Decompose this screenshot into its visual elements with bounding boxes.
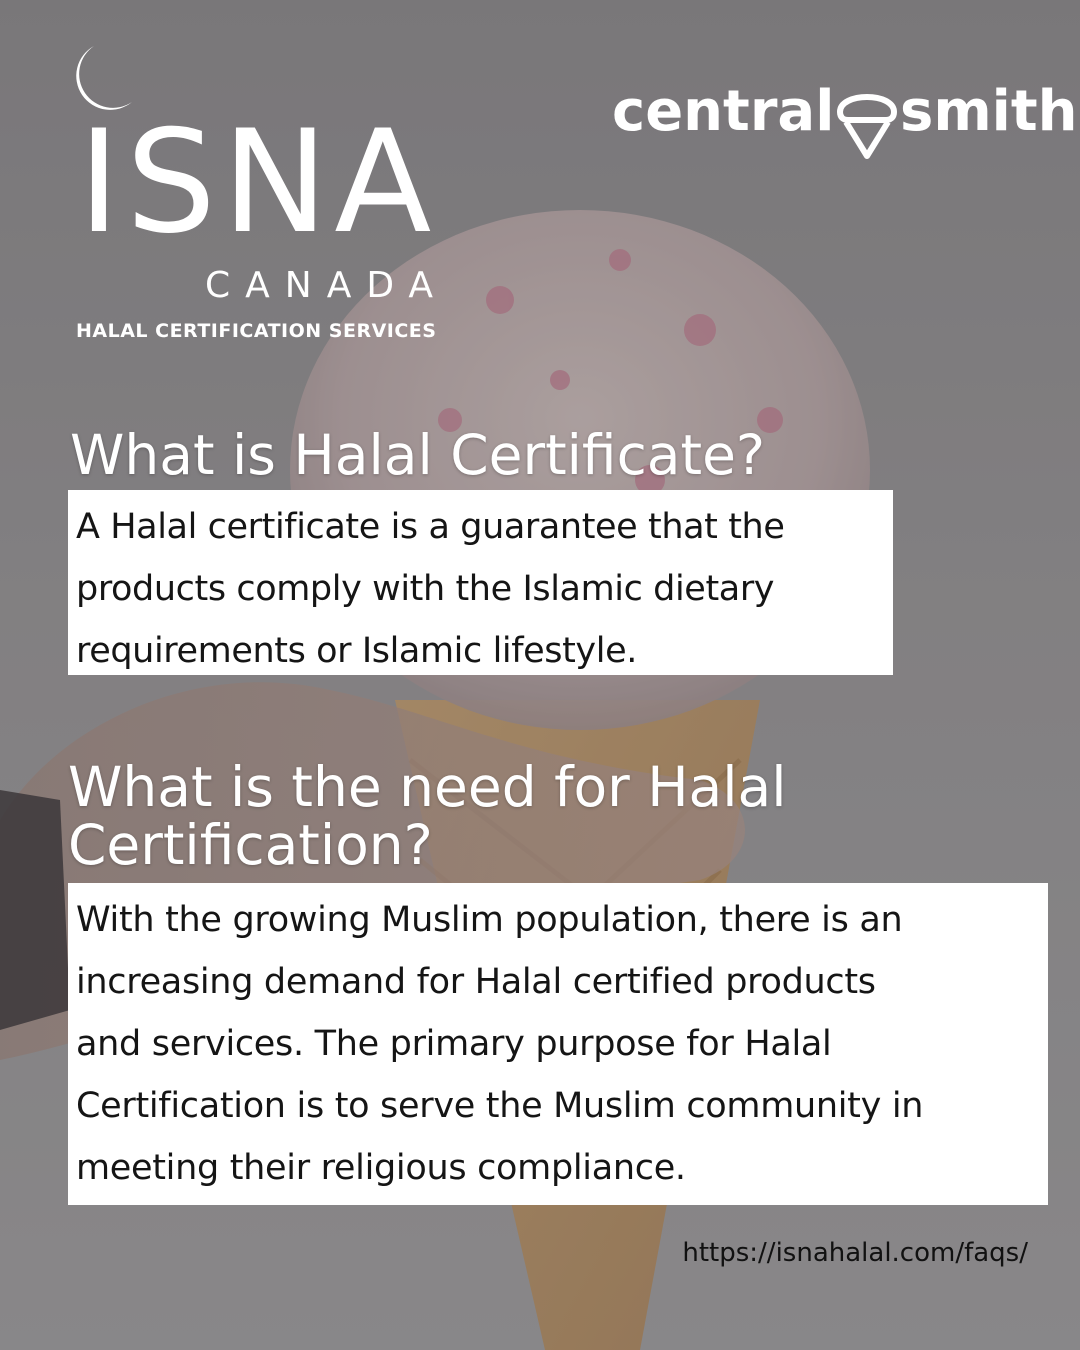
body-line: meeting their religious compliance.	[76, 1148, 686, 1188]
body-line: and services. The primary purpose for Halal	[76, 1024, 832, 1064]
central-wordmark: central	[612, 79, 835, 144]
section-heading-need-for-certification-line2: Certification?	[68, 813, 433, 877]
section-heading-what-is-certificate: What is Halal Certificate?	[70, 423, 766, 487]
section-body-panel	[68, 883, 1048, 1205]
section-body-panel	[68, 490, 893, 675]
central-smith-logo	[612, 79, 1078, 160]
body-line: Certification is to serve the Muslim community in	[76, 1086, 924, 1126]
smith-wordmark: smith	[900, 79, 1078, 144]
halal-certification-tagline: HALAL CERTIFICATION SERVICES	[76, 320, 437, 342]
body-line: requirements or Islamic lifestyle.	[76, 631, 637, 671]
isna-canada-logo	[60, 40, 460, 360]
source-url: https://isnahalal.com/faqs/	[682, 1238, 1028, 1268]
body-line: With the growing Muslim population, there is an	[76, 900, 903, 940]
canada-wordmark: CANADA	[205, 265, 449, 306]
ice-cream-cone-icon	[832, 82, 902, 160]
body-line: increasing demand for Halal certified products	[76, 962, 876, 1002]
section-heading-need-for-certification: What is the need for Halal	[68, 755, 787, 819]
body-line: products comply with the Islamic dietary	[76, 569, 775, 609]
body-line: A Halal certificate is a guarantee that the	[76, 507, 785, 547]
isna-wordmark: ISNA	[78, 100, 438, 265]
